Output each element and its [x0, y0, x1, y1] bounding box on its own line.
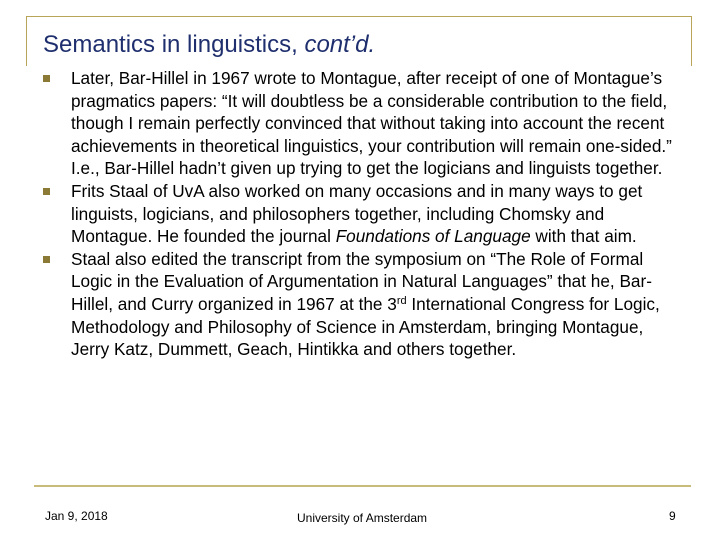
- slide-title: [43, 30, 375, 60]
- footer-organization: University of Amsterdam: [297, 511, 428, 525]
- square-bullet-icon: [43, 188, 50, 195]
- slide-title-italic: cont’d.: [304, 31, 376, 58]
- bullet-text-before: Staal also edited the transcript from the symposium on “The Role of Formal Logic in the Evaluation of Argumentation in Natural Languages” that he, Bar-Hillel, and Curry organized in 1967 at the 3: [71, 248, 652, 314]
- title-frame-right-border: [691, 16, 692, 66]
- bullet-list: [42, 67, 682, 361]
- bullet-item-1: [42, 67, 682, 180]
- square-bullet-icon: [43, 256, 50, 263]
- page-number: 9: [669, 509, 676, 523]
- bullet-text-after: International Congress for Logic, Methodology and Philosophy of Science in Amsterdam, bringing Montague, Jerry Katz, Dummett, Geach, Hintikka and others together.: [71, 293, 660, 360]
- square-bullet-icon: [43, 75, 50, 82]
- slide-title-main: Semantics in linguistics,: [43, 31, 305, 58]
- journal-title: Foundations of Language: [335, 226, 531, 247]
- ordinal-superscript: rd: [396, 294, 407, 307]
- title-frame-left-border: [26, 16, 27, 66]
- bullet-item-3: [42, 248, 682, 361]
- footer-divider: [34, 485, 691, 487]
- footer-date: Jan 9, 2018: [45, 509, 108, 523]
- bullet-text-after: with that aim.: [530, 226, 637, 247]
- bullet-text-before: Frits Staal of UvA also worked on many occasions and in many ways to get linguists, logicians, and philosophers together, including Chomsky and Montague. He founded the journal: [71, 180, 643, 247]
- title-frame-top-border: [26, 16, 692, 17]
- bullet-text: Later, Bar-Hillel in 1967 wrote to Montague, after receipt of one of Montague’s pragmatics papers: “It will doubtless be a considerable contribution to the field, though I remain perfectly convinced that without taking into account the recent achievements in theoretical linguistics, your contribution will remain one-sided.” I.e., Bar-Hillel hadn’t given up trying to get the logicians and linguists together.: [71, 68, 672, 179]
- bullet-item-2: [42, 180, 682, 248]
